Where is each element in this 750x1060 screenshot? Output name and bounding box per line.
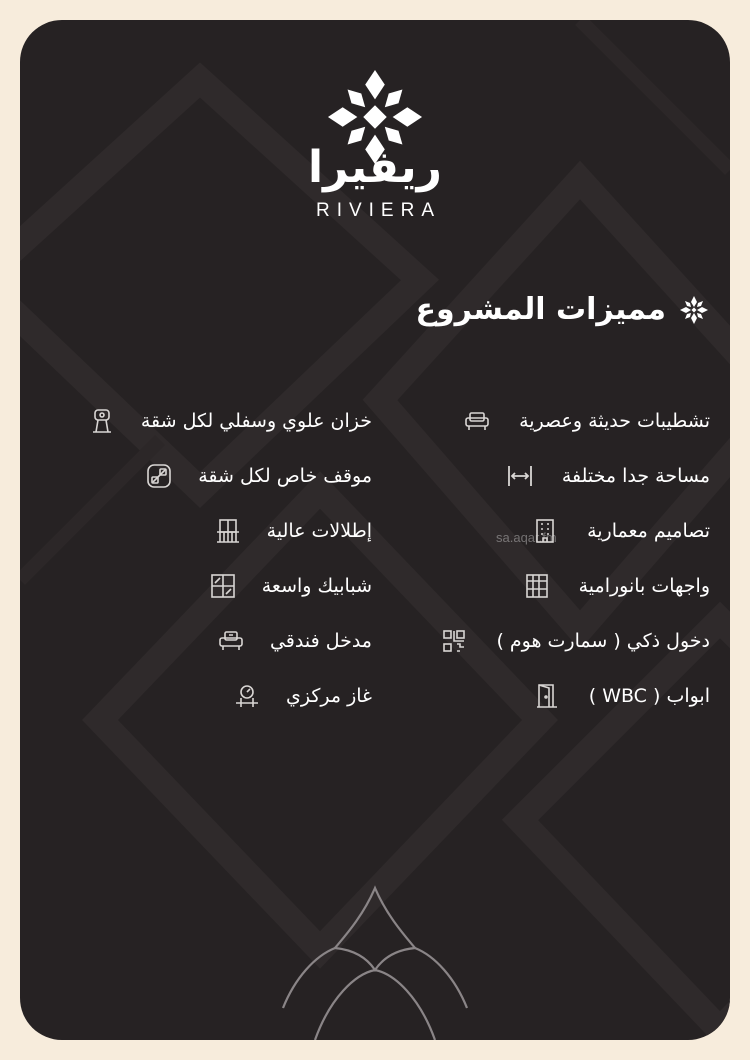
features-row: [40, 558, 712, 613]
area-arrows-icon: [505, 461, 535, 491]
features-row: [40, 448, 712, 503]
feature-label: موقف خاص لكل شقة: [198, 464, 372, 487]
gas-meter-icon: [232, 681, 262, 711]
feature-label: مساحة جدا مختلفة: [561, 464, 710, 487]
feature-label: ابواب ( WBC ): [588, 684, 710, 707]
feature-item: [40, 626, 378, 656]
feature-label: مدخل فندقي: [269, 629, 372, 652]
sofa-icon: [462, 406, 492, 436]
feature-item: [378, 626, 712, 656]
feature-label: إطلالات عالية: [266, 519, 372, 542]
window-icon: [208, 571, 238, 601]
feature-item: [378, 461, 712, 491]
feature-item: [378, 406, 712, 436]
feature-label: غاز مركزي: [285, 684, 372, 707]
feature-label: تصاميم معمارية: [587, 519, 710, 542]
feature-label: دخول ذكي ( سمارت هوم ): [496, 629, 710, 652]
feature-label: تشطيبات حديثة وعصرية: [519, 409, 710, 432]
brand-name-arabic: ريفيرا: [308, 142, 442, 193]
feature-item: [40, 516, 378, 546]
building-icon: [530, 516, 560, 546]
smart-lock-icon: [439, 626, 469, 656]
features-list: [40, 393, 712, 723]
feature-item: [378, 516, 712, 546]
feature-item: [378, 681, 712, 711]
balcony-icon: [213, 516, 243, 546]
door-icon: [532, 681, 562, 711]
flyer-card: [20, 20, 730, 1040]
reception-icon: [216, 626, 246, 656]
feature-item: [40, 406, 378, 436]
facade-icon: [522, 571, 552, 601]
feature-item: [40, 681, 378, 711]
features-row: [40, 393, 712, 448]
feature-label: واجهات بانورامية: [578, 574, 710, 597]
brand-name-english: RIVIERA: [315, 200, 442, 221]
feature-label: شبابيك واسعة: [261, 574, 372, 597]
features-row: [40, 668, 712, 723]
feature-item: [378, 571, 712, 601]
sparkle-icon: [680, 296, 708, 324]
watermark: sa.aqar.fm: [496, 530, 557, 545]
section-title: مميزات المشروع: [415, 292, 666, 327]
feature-item: [40, 571, 378, 601]
feature-item: [40, 461, 378, 491]
features-row: [40, 613, 712, 668]
parking-icon: [144, 461, 174, 491]
feature-label: خزان علوي وسفلي لكل شقة: [140, 409, 372, 432]
lotus-ornament-icon: [275, 878, 475, 1040]
section-header: [416, 292, 708, 327]
water-tank-icon: [87, 406, 117, 436]
features-row: [40, 503, 712, 558]
